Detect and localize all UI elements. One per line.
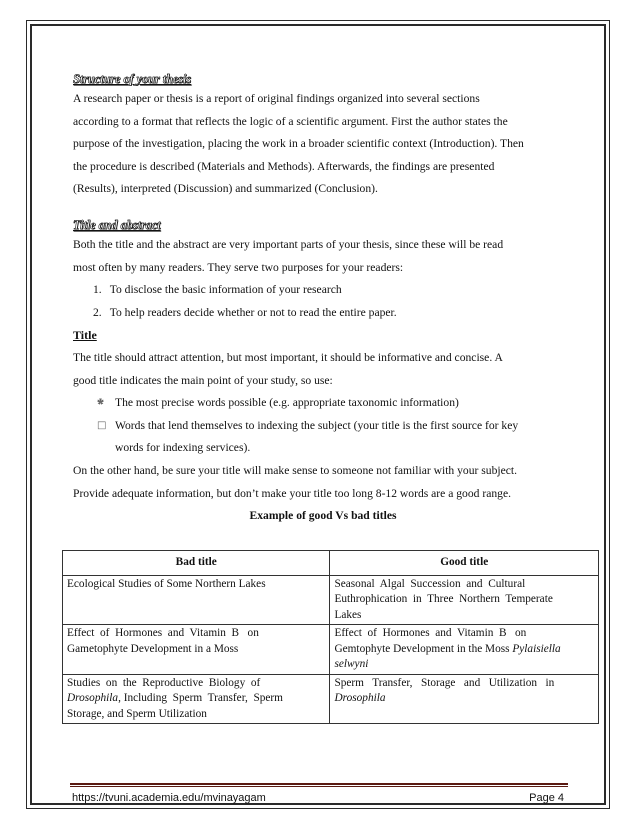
footer-url[interactable]: https://tvuni.academia.edu/mvinayagam xyxy=(72,792,266,804)
heading-title: Title xyxy=(73,328,97,343)
footer-divider-thin xyxy=(70,786,568,787)
cell-good xyxy=(330,674,599,724)
bullet-icon: 🞴 xyxy=(97,397,104,409)
bullet-text: Words that lend themselves to indexing the subject (your title is the first source for key xyxy=(115,418,519,432)
cell-line xyxy=(67,691,325,707)
cell-bad xyxy=(63,575,330,625)
table-row xyxy=(63,674,599,724)
para-line: most often by many readers. They serve two purposes for your readers: xyxy=(73,260,404,274)
page-number: Page 4 xyxy=(529,792,564,804)
cell-line: Studies on the Reproductive Biology of xyxy=(67,676,261,689)
page-footer xyxy=(72,791,568,805)
cell-text: Gemtophyte Development in the Moss xyxy=(334,642,513,655)
cell-line: Sperm Transfer, Storage and Utilization in xyxy=(334,676,555,689)
cell-good xyxy=(330,575,599,625)
para-line: On the other hand, be sure your title will make sense to someone not familiar with your subject. xyxy=(73,463,517,477)
table-row xyxy=(63,625,599,675)
cell-line: Effect of Hormones and Vitamin B on xyxy=(334,627,527,639)
para-line: (Results), interpreted (Discussion) and summarized (Conclusion). xyxy=(73,182,378,196)
heading-structure: Structure of your thesis xyxy=(73,72,192,86)
bullet-text: The most precise words possible (e.g. appropriate taxonomic information) xyxy=(115,396,459,410)
bullet-continuation xyxy=(73,437,573,460)
cell-line: Seasonal Algal Succession and Cultural xyxy=(334,577,526,590)
species-name: Drosophila xyxy=(67,692,119,704)
cell-line xyxy=(334,691,594,707)
footer-divider xyxy=(70,783,568,785)
list-text: To disclose the basic information of your research xyxy=(109,283,342,297)
cell-line xyxy=(334,657,594,673)
para-line: Provide adequate information, but don’t make your title too long 8-12 words are a good range. xyxy=(73,486,511,500)
spacer xyxy=(73,201,573,216)
cell-bad xyxy=(63,625,330,675)
para-line: The title should attract attention, but most important, it should be informative and concise. A xyxy=(73,350,503,364)
table-header-row xyxy=(63,551,599,576)
table-caption: Example of good Vs bad titles xyxy=(249,509,397,523)
heading-title-abstract: Title and abstract xyxy=(73,217,161,232)
cell-text: , Including Sperm Transfer, Sperm xyxy=(118,692,283,704)
bullet-item xyxy=(73,415,573,438)
list-text: To help readers decide whether or not to read the entire paper. xyxy=(109,305,397,319)
cell-bad xyxy=(63,674,330,724)
species-name: Drosophila xyxy=(334,692,386,704)
header-bad-title: Bad title xyxy=(63,551,330,576)
cell-line: Euthrophication in Three Northern Temperate xyxy=(334,593,553,605)
para-line: Both the title and the abstract are very important parts of your thesis, since these will be read xyxy=(73,237,504,251)
cell-line: Lakes xyxy=(334,608,362,621)
bullet-icon: □ xyxy=(97,419,107,431)
para-line: purpose of the investigation, placing the work in a broader scientific context (Introduction). Then xyxy=(73,137,524,151)
bullet-text: words for indexing services). xyxy=(115,441,251,455)
bullet-item xyxy=(73,392,573,415)
cell-good xyxy=(330,625,599,675)
table-row xyxy=(63,575,599,625)
list-number: 2. xyxy=(93,305,102,319)
para-line: the procedure is described (Materials and Methods). Afterwards, the findings are presented xyxy=(73,159,495,173)
list-item xyxy=(73,302,573,325)
titles-table xyxy=(62,550,599,724)
cell-line: Storage, and Sperm Utilization xyxy=(67,707,207,720)
document-body xyxy=(73,70,573,528)
para-line: good title indicates the main point of your study, so use: xyxy=(73,373,333,387)
list-item xyxy=(73,279,573,302)
cell-line: Gametophyte Development in a Moss xyxy=(67,642,239,655)
cell-text: Ecological Studies of Some Northern Lakes xyxy=(67,577,266,590)
para-line: A research paper or thesis is a report of original findings organized into several sections xyxy=(73,92,480,105)
list-number: 1. xyxy=(93,283,102,297)
cell-line: Effect of Hormones and Vitamin B on xyxy=(67,627,259,639)
para-line: according to a format that reflects the logic of a scientific argument. First the author states the xyxy=(73,114,508,128)
header-good-title: Good title xyxy=(330,551,599,576)
cell-line xyxy=(334,642,594,658)
species-name: Pylaisiella xyxy=(512,642,561,655)
species-name: selwyni xyxy=(334,658,369,670)
